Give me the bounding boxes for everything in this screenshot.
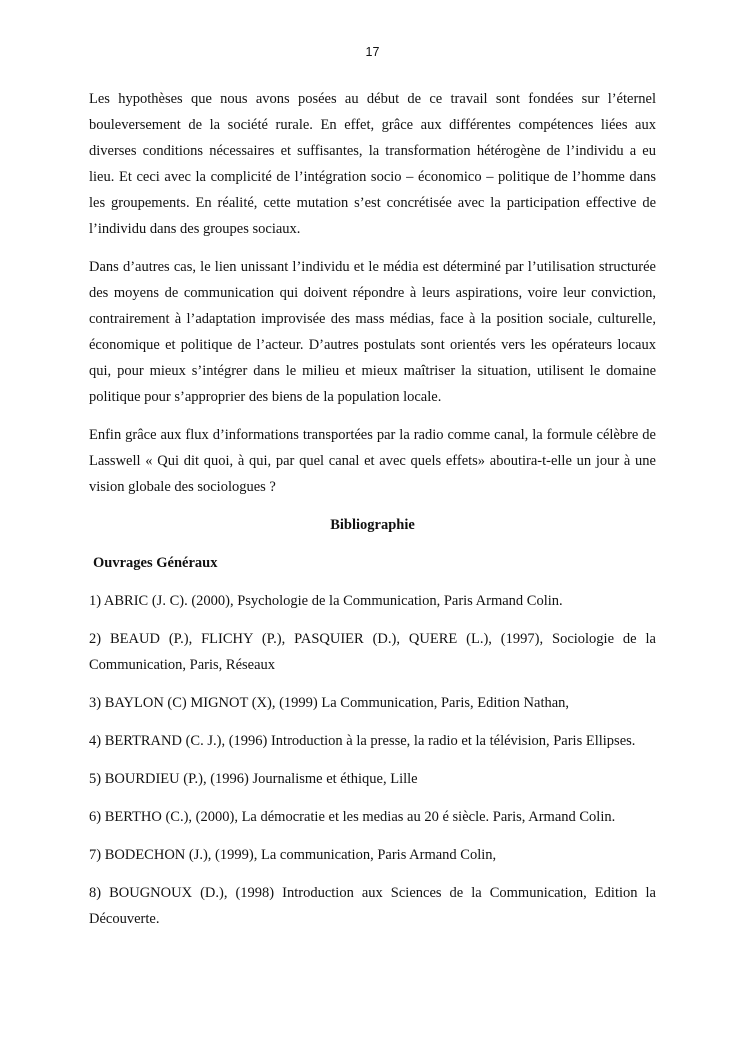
bibliography-section-title: Ouvrages Généraux — [93, 555, 218, 571]
page-number: 17 — [365, 45, 380, 59]
bibliography-entry: 7) BODECHON (J.), (1999), La communication, Paris Armand Colin, — [89, 847, 497, 863]
bibliography-entry: 5) BOURDIEU (P.), (1996) Journalisme et éthique, Lille — [89, 771, 418, 787]
bibliography-entry: 6) BERTHO (C.), (2000), La démocratie et les medias au 20 é siècle. Paris, Armand Colin. — [89, 809, 616, 825]
paragraph-lasswell: Enfin grâce aux flux d’informations transportées par la radio comme canal, la formule célèbre de Lasswell « Qui dit quoi, à qui, par quel canal et avec quels effets» aboutira-t-elle un jour à une vision globale des sociologues ? — [89, 427, 656, 495]
bibliography-heading: Bibliographie — [330, 517, 415, 533]
bibliography-entry: 8) BOUGNOUX (D.), (1998) Introduction aux Sciences de la Communication, Edition la Découverte. — [89, 885, 656, 927]
bibliography-entry: 1) ABRIC (J. C). (2000), Psychologie de la Communication, Paris Armand Colin. — [89, 593, 563, 609]
document-body — [89, 86, 656, 932]
bibliography-entry: 3) BAYLON (C) MIGNOT (X), (1999) La Communication, Paris, Edition Nathan, — [89, 695, 570, 711]
bibliography-entry: 2) BEAUD (P.), FLICHY (P.), PASQUIER (D.), QUERE (L.), (1997), Sociologie de la Communication, Paris, Réseaux — [89, 631, 656, 673]
paragraph-hypotheses: Les hypothèses que nous avons posées au début de ce travail sont fondées sur l’éternel bouleversement de la société rurale. En effet, grâce aux différentes compétences liées aux diverses conditions nécessaires et suffisantes, la transformation hétérogène de l’individu a eu lieu. Et ceci avec la complicité de l’intégration socio – économico – politique de l’homme dans les groupements. En réalité, cette mutation s’est concrétisée avec la participation effective de l’individu dans des groupes sociaux. — [89, 91, 656, 237]
paragraph-media-link: Dans d’autres cas, le lien unissant l’individu et le média est déterminé par l’utilisation structurée des moyens de communication qui doivent répondre à leurs aspirations, voire leur conviction, contrairement à l’adaptation improvisée des mass médias, face à la position sociale, culturelle, économique et politique de l’acteur. D’autres postulats sont orientés vers les opérateurs locaux qui, pour mieux s’intégrer dans le milieu et mieux maîtriser la situation, utilisent le domaine politique pour s’approprier des biens de la population locale. — [89, 259, 656, 405]
bibliography-entry: 4) BERTRAND (C. J.), (1996) Introduction à la presse, la radio et la télévision, Paris Ellipses. — [89, 733, 636, 749]
